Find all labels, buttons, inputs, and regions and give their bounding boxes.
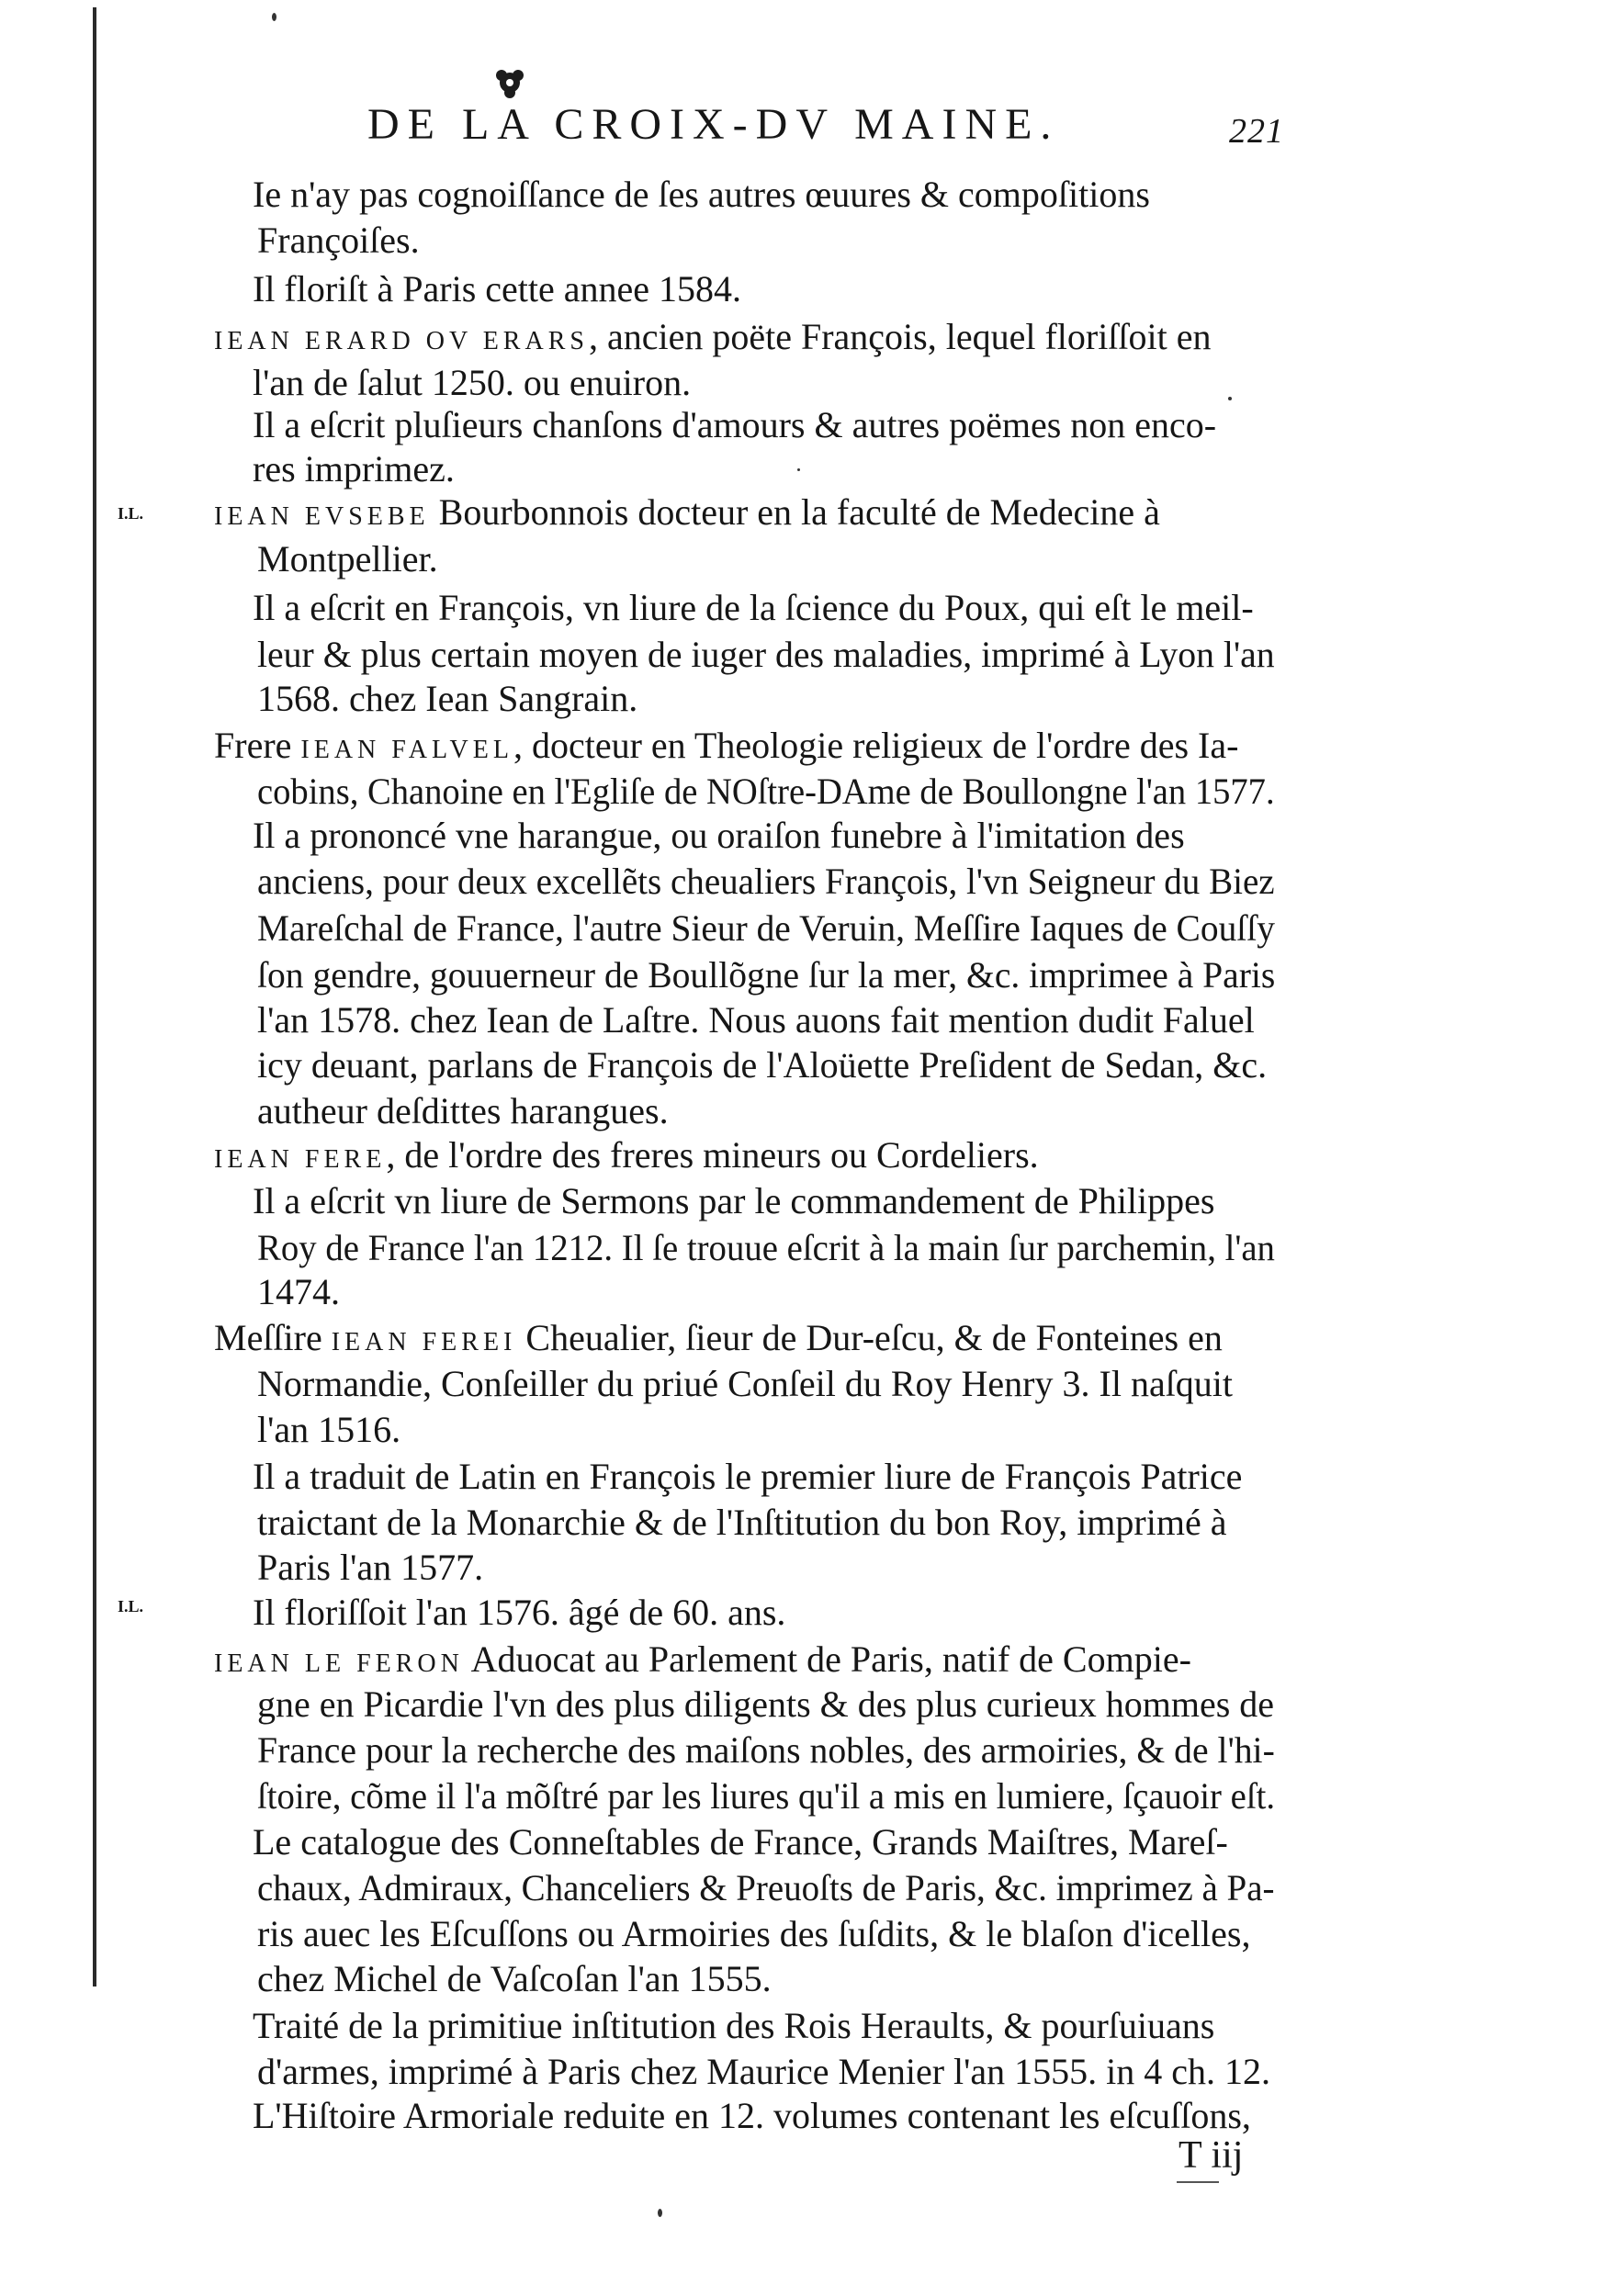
ink-speck (797, 468, 800, 471)
ink-speck (658, 2209, 662, 2217)
text-line: gne en Picardie l'vn des plus diligents & des plus curieux hommes de (257, 1683, 1275, 1725)
text-line: chez Michel de Vaſcoſan l'an 1555. (257, 1958, 772, 1999)
author-name: IEAN FEREI (331, 1328, 517, 1356)
text-line: Traité de la primitiue inſtitution des Rois Heraults, & pourſuiuans (253, 2005, 1215, 2046)
marginal-note: I.L. (118, 1597, 144, 1615)
text-line: ris auec les Eſcuſſons ou Armoiries des ſuſdits, & le blaſon d'icelles, (257, 1913, 1251, 1954)
entry-heading-line (214, 490, 1160, 535)
text-line: Il a eſcrit en François, vn liure de la ſcience du Poux, qui eſt le meil- (253, 587, 1254, 628)
text-line: Roy de France l'an 1212. Il ſe trouue eſcrit à la main ſur parchemin, l'an (257, 1227, 1275, 1268)
author-name: IEAN FALVEL (300, 736, 513, 764)
text-line: Françoiſes. (257, 219, 420, 261)
author-name: IEAN ERARD OV ERARS (214, 327, 589, 355)
text-span: , docteur en Theologie religieux de l'ordre des Ia- (513, 725, 1239, 766)
text-line: L'Hiſtoire Armoriale reduite en 12. volumes contenant les eſcuſſons, (253, 2095, 1251, 2136)
text-line: Paris l'an 1577. (257, 1547, 484, 1588)
text-line: d'armes, imprimé à Paris chez Maurice Menier l'an 1555. in 4 ch. 12. (257, 2051, 1270, 2092)
text-line: Il a eſcrit vn liure de Sermons par le commandement de Philippes (253, 1180, 1215, 1221)
text-line: ſtoire, cõme il l'a mõſtré par les liures qu'il a mis en lumiere, ſçauoir eſt. (257, 1775, 1276, 1817)
text-line: leur & plus certain moyen de iuger des maladies, imprimé à Lyon l'an (257, 634, 1275, 675)
text-line: icy deuant, parlans de François de l'Aloüette Preſident de Sedan, &c. (257, 1044, 1268, 1086)
text-line: anciens, pour deux excellẽts cheualiers François, l'vn Seigneur du Biez (257, 861, 1275, 902)
text-line: Normandie, Conſeiller du priué Conſeil du Roy Henry 3. Il naſquit (257, 1363, 1234, 1404)
text-line: Il a traduit de Latin en François le premier liure de François Patrice (253, 1456, 1243, 1497)
text-span: Meſſire (214, 1317, 332, 1358)
text-span: Bourbonnois docteur en la faculté de Medecine à (429, 491, 1160, 533)
text-span: , de l'ordre des freres mineurs ou Cordeliers. (386, 1134, 1039, 1176)
text-line: 1568. chez Iean Sangrain. (257, 678, 638, 719)
text-line: Il floriſſoit l'an 1576. âgé de 60. ans. (253, 1592, 786, 1633)
entry-heading-line (214, 1132, 1039, 1178)
text-line: France pour la recherche des maiſons nobles, des armoiries, & de l'hi- (257, 1729, 1275, 1771)
text-line: Mareſchal de France, l'autre Sieur de Veruin, Meſſire Iaques de Couſſy (257, 907, 1275, 949)
signature-underline (1177, 2181, 1219, 2183)
page-number: 221 (1229, 112, 1284, 151)
text-span: Cheualier, ſieur de Dur-eſcu, & de Fonteines en (516, 1317, 1223, 1358)
gutter-shadow (93, 7, 96, 1986)
author-name: IEAN LE FERON (214, 1649, 464, 1678)
text-line: traictant de la Monarchie & de l'Inſtitution du bon Roy, imprimé à (257, 1502, 1227, 1543)
entry-heading-line (214, 1315, 1223, 1361)
text-line: l'an de ſalut 1250. ou enuiron. (253, 362, 692, 403)
text-span: Aduocat au Parlement de Paris, natif de Compie- (463, 1638, 1191, 1680)
text-line: Il a eſcrit pluſieurs chanſons d'amours & autres poëmes non enco- (253, 404, 1217, 445)
text-line: ſon gendre, gouuerneur de Boullõgne ſur la mer, &c. imprimee à Paris (257, 954, 1276, 996)
text-line: l'an 1516. (257, 1409, 401, 1450)
entry-heading-line (214, 723, 1238, 769)
text-line: 1474. (257, 1271, 340, 1312)
text-line: Le catalogue des Conneſtables de France, Grands Maiſtres, Mareſ- (253, 1821, 1228, 1863)
fleuron-ornament-icon (491, 64, 528, 101)
text-line: Il floriſt à Paris cette annee 1584. (253, 268, 742, 310)
entry-heading-line (214, 314, 1212, 360)
marginal-note: I.L. (118, 504, 144, 523)
text-line: autheur deſdittes harangues. (257, 1090, 669, 1131)
ink-speck (272, 13, 276, 21)
text-line: Montpellier. (257, 538, 438, 580)
ink-speck (1228, 397, 1232, 400)
text-span: , ancien poëte François, lequel floriſſoit en (588, 316, 1212, 357)
entry-heading-line (214, 1637, 1191, 1683)
text-span: Frere (214, 725, 301, 766)
signature-mark: T iij (1179, 2134, 1244, 2177)
text-line: chaux, Admiraux, Chanceliers & Preuoſts de Paris, &c. imprimez à Pa- (257, 1867, 1275, 1908)
text-line: res imprimez. (253, 448, 455, 490)
running-head: DE LA CROIX-DV MAINE. (367, 100, 1060, 149)
text-line: cobins, Chanoine en l'Egliſe de NOſtre-DAme de Boullongne l'an 1577. (257, 771, 1275, 812)
text-line: Ie n'ay pas cognoiſſance de ſes autres œuures & compoſitions (253, 174, 1150, 215)
author-name: IEAN EVSEBE (214, 502, 430, 531)
text-line: l'an 1578. chez Iean de Laſtre. Nous auons fait mention dudit Faluel (257, 999, 1255, 1041)
author-name: IEAN FERE (214, 1145, 387, 1174)
text-line: Il a prononcé vne harangue, ou oraiſon funebre à l'imitation des (253, 815, 1185, 856)
